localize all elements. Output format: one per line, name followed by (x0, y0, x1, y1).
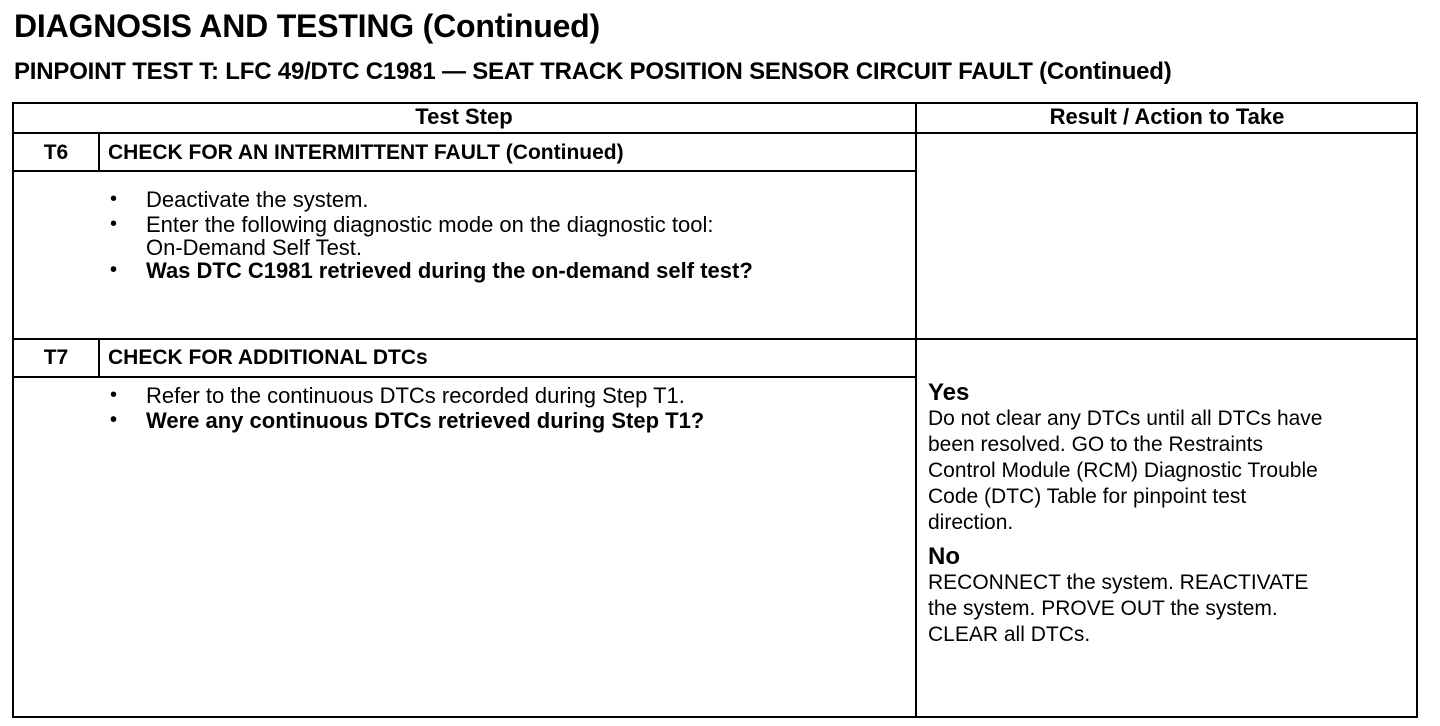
header-result-action: Result / Action to Take (1049, 104, 1285, 129)
result-yes-label: Yes (928, 379, 970, 406)
step-t6-instructions (108, 188, 753, 284)
step-t7-instructions (108, 384, 704, 434)
t7-results (928, 380, 1416, 656)
result-yes-text: Do not clear any DTCs until all DTCs have been resolved. GO to the Restraints Control Module (RCM) Diagnostic Trouble Code (DTC) Table for pinpoint test direction. (928, 407, 1323, 534)
step-number-t7: T7 (43, 346, 69, 369)
list-item: • Refer to the continuous DTCs recorded during Step T1. (108, 384, 704, 407)
t6-title-underline (12, 170, 916, 172)
t6-t7-divider (12, 338, 1418, 340)
pinpoint-test-subtitle: PINPOINT TEST T: LFC 49/DTC C1981 — SEAT TRACK POSITION SENSOR CIRCUIT FAULT (Continued) (14, 58, 1172, 85)
result-no-label: No (928, 543, 960, 570)
page-title: DIAGNOSIS AND TESTING (Continued) (14, 8, 600, 44)
column-divider-main (915, 102, 917, 718)
step-title-t7: CHECK FOR ADDITIONAL DTCs (108, 346, 428, 369)
step-number-divider-t6 (98, 134, 100, 172)
list-item: • Was DTC C1981 retrieved during the on-demand self test? (108, 259, 753, 282)
list-item: • Deactivate the system. (108, 188, 753, 211)
step-number-t6: T6 (43, 141, 69, 164)
header-divider (12, 132, 1418, 134)
t7-title-underline (12, 376, 916, 378)
list-item: • Enter the following diagnostic mode on the diagnostic tool: On-Demand Self Test. (108, 213, 753, 259)
result-no-text: RECONNECT the system. REACTIVATE the system. PROVE OUT the system. CLEAR all DTCs. (928, 571, 1309, 646)
list-item: • Were any continuous DTCs retrieved during Step T1? (108, 409, 704, 432)
step-title-t6: CHECK FOR AN INTERMITTENT FAULT (Continued) (108, 141, 624, 164)
header-test-step: Test Step (415, 104, 513, 129)
step-number-divider-t7 (98, 340, 100, 378)
